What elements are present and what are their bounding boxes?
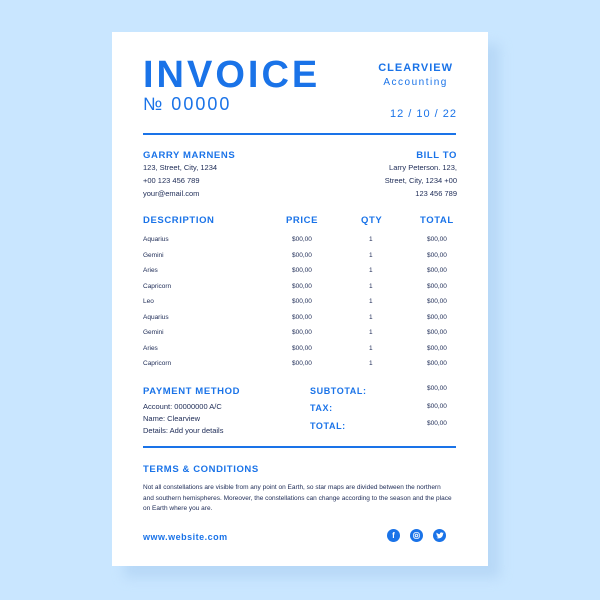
invoice-date: 12 / 10 / 22 [389, 108, 457, 120]
item-price: $00,00 [292, 251, 312, 259]
table-row [112, 283, 488, 298]
company-name: CLEARVIEW [378, 62, 453, 74]
item-total: $00,00 [427, 344, 447, 352]
item-total: $00,00 [427, 236, 447, 243]
divider-bottom [143, 446, 456, 448]
col-header-qty: QTY [361, 215, 383, 226]
col-header-price: PRICE [286, 215, 319, 226]
item-qty: 1 [369, 267, 373, 274]
item-description: Capricorn [143, 360, 172, 367]
bill-to-label: BILL TO [416, 150, 457, 161]
bill-to-address: Street, City, 1234 +00 [384, 176, 457, 185]
table-row [112, 298, 488, 313]
item-description: Aries [143, 344, 158, 352]
invoice-number: № 00000 [143, 94, 232, 114]
item-total: $00,00 [427, 298, 447, 305]
company-brand [378, 62, 453, 88]
item-price: $00,00 [292, 267, 312, 274]
item-description: Capricorn [143, 282, 172, 290]
item-qty: 1 [369, 344, 373, 352]
company-subtitle: Accounting [383, 77, 448, 88]
item-price: $00,00 [292, 329, 312, 336]
table-row [112, 252, 488, 267]
col-header-total: TOTAL [420, 215, 454, 226]
payment-account: Account: 00000000 A/C [143, 402, 222, 411]
item-qty: 1 [369, 236, 373, 243]
item-total: $00,00 [427, 267, 447, 274]
payment-method-block [143, 386, 240, 437]
bill-to-block [385, 150, 457, 200]
item-price: $00,00 [292, 360, 312, 367]
payment-method-label: PAYMENT METHOD [143, 386, 241, 397]
item-total: $00,00 [427, 251, 447, 259]
bill-to-phone: 123 456 789 [415, 189, 457, 198]
total-label: TOTAL: [310, 421, 346, 431]
bill-to-name: Larry Peterson. 123, [389, 163, 457, 172]
payment-details: Details: Add your details [143, 426, 224, 435]
item-price: $00,00 [292, 236, 312, 243]
item-price: $00,00 [292, 282, 312, 290]
item-description: Aquarius [143, 236, 169, 243]
total-value: $00,00 [427, 420, 447, 427]
tax-label: TAX: [310, 403, 333, 413]
sender-address: 123, Street, City, 1234 [143, 163, 218, 172]
website-link[interactable]: www.website.com [143, 532, 228, 542]
item-description: Aries [143, 267, 158, 274]
item-qty: 1 [369, 329, 373, 336]
item-total: $00,00 [427, 329, 447, 336]
tax-value: $00,00 [427, 403, 447, 410]
subtotal-value: $00,00 [427, 385, 447, 392]
item-qty: 1 [369, 251, 373, 259]
table-row [112, 267, 488, 282]
item-qty: 1 [369, 298, 373, 305]
instagram-icon[interactable] [410, 529, 423, 542]
sender-phone: +00 123 456 789 [143, 176, 200, 185]
item-description: Gemini [143, 329, 164, 336]
invoice-title: INVOICE [143, 54, 321, 96]
item-price: $00,00 [292, 313, 312, 321]
item-total: $00,00 [427, 313, 447, 321]
item-description: Leo [143, 298, 154, 305]
item-price: $00,00 [292, 298, 312, 305]
payment-name: Name: Clearview [143, 414, 201, 423]
table-row [112, 360, 488, 375]
terms-text: Not all constellations are visible from any point on Earth, so star maps are divided between the northern and southern hemispheres. Moreover, the constellations can change according to the season and the place on Earth where you are. [143, 484, 452, 512]
divider-top [143, 133, 456, 135]
item-total: $00,00 [427, 282, 447, 290]
item-description: Gemini [143, 251, 164, 259]
item-description: Aquarius [143, 313, 169, 321]
social-links [387, 529, 446, 542]
invoice-page [112, 32, 488, 566]
item-total: $00,00 [427, 360, 447, 367]
sender-block [143, 150, 235, 200]
table-row [112, 329, 488, 344]
sender-name: GARRY MARNENS [143, 150, 236, 161]
table-row [112, 314, 488, 329]
terms-label: TERMS & CONDITIONS [143, 464, 259, 475]
facebook-icon[interactable]: f [387, 529, 400, 542]
twitter-icon[interactable] [433, 529, 446, 542]
subtotal-label: SUBTOTAL: [310, 386, 367, 396]
table-row [112, 345, 488, 360]
item-qty: 1 [369, 282, 373, 290]
item-price: $00,00 [292, 344, 312, 352]
item-qty: 1 [369, 313, 373, 321]
item-qty: 1 [369, 360, 373, 367]
col-header-description: DESCRIPTION [143, 215, 215, 226]
sender-email: your@email.com [143, 189, 200, 198]
terms-block [143, 464, 453, 515]
table-row [112, 236, 488, 251]
